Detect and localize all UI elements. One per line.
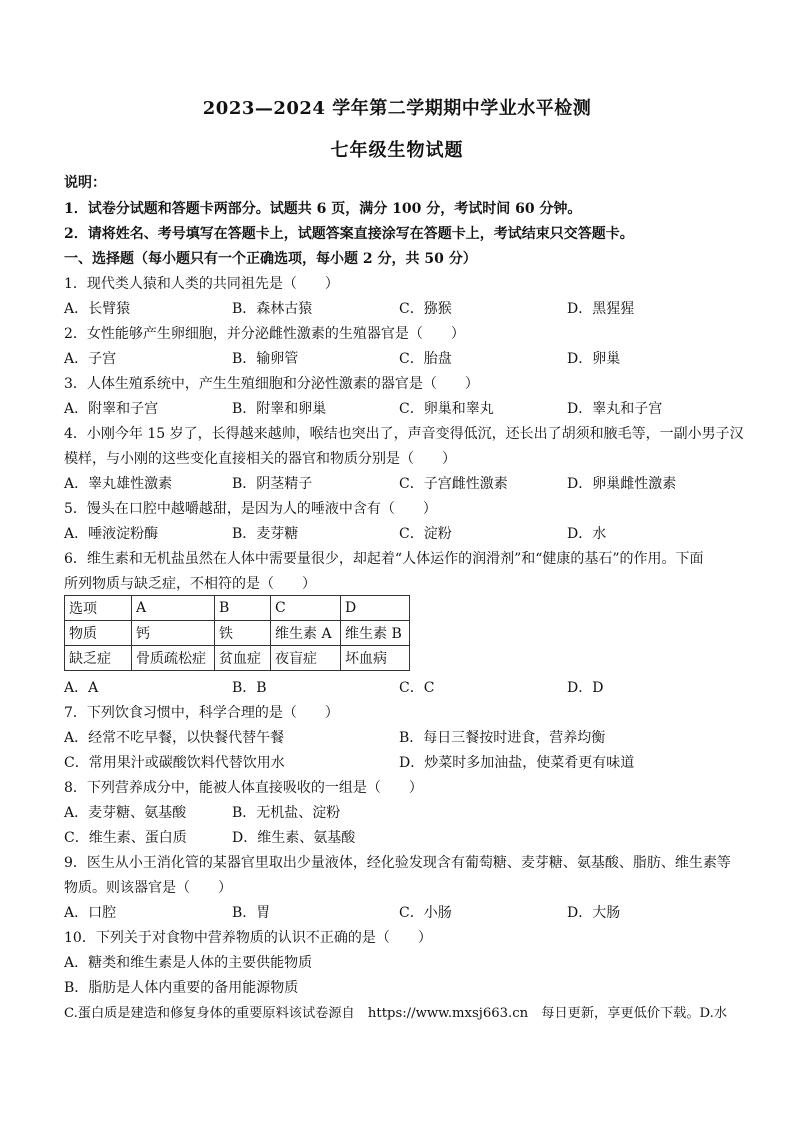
question-stem-continued: 物质。则该器官是（ ） bbox=[64, 880, 232, 896]
option-c: C．胎盘 bbox=[399, 351, 452, 367]
table-cell: 贫血症 bbox=[215, 646, 271, 671]
instruction-item-2: 2．请将姓名、考号填写在答题卡上，试题答案直接涂写在答题卡上，考试结束只交答题卡。 bbox=[64, 226, 634, 242]
question-stem: 6．维生素和无机盐虽然在人体中需要量很少，却起着“人体运作的润滑剂”和“健康的基石”的作用。下面 bbox=[64, 551, 704, 567]
option-b: B．脂肪是人体内重要的备用能源物质 bbox=[64, 980, 299, 996]
table-row bbox=[65, 621, 410, 646]
question-stem: 7．下列饮食习惯中，科学合理的是（ ） bbox=[64, 705, 339, 721]
option-d: D．水 bbox=[567, 526, 607, 542]
table-cell: 夜盲症 bbox=[271, 646, 341, 671]
question-stem-continued: 模样，与小刚的这些变化直接相关的器官和物质分别是（ ） bbox=[64, 451, 456, 467]
option-c: C．卵巢和睾丸 bbox=[399, 401, 494, 417]
table-cell: B bbox=[215, 596, 271, 621]
option-a: A．A bbox=[64, 680, 99, 696]
table-cell: 缺乏症 bbox=[65, 646, 132, 671]
option-c-with-watermark: C.蛋白质是建造和修复身体的重要原料该试卷源自 https://www.mxsj663.cn 每日更新，享更低价下载。D.水 bbox=[64, 1006, 728, 1021]
question-stem: 1．现代类人猿和人类的共同祖先是（ ） bbox=[64, 276, 339, 292]
question-stem-continued: 所列物质与缺乏症，不相符的是（ ） bbox=[64, 576, 316, 592]
table-cell: 物质 bbox=[65, 621, 132, 646]
option-b: B．每日三餐按时进食，营养均衡 bbox=[399, 730, 606, 746]
table-cell: 铁 bbox=[215, 621, 271, 646]
option-a: A．麦芽糖、氨基酸 bbox=[64, 805, 187, 821]
option-b: B．B bbox=[232, 680, 267, 696]
option-b: B．附睾和卵巢 bbox=[232, 401, 327, 417]
exam-subtitle: 七年级生物试题 bbox=[330, 140, 464, 161]
table-cell: A bbox=[132, 596, 215, 621]
option-c: C．维生素、蛋白质 bbox=[64, 830, 187, 846]
option-b: B．无机盐、淀粉 bbox=[232, 805, 341, 821]
option-d: D．炒菜时多加油盐，使菜肴更有味道 bbox=[399, 755, 635, 771]
table-cell: 维生素 A bbox=[271, 621, 341, 646]
question-stem: 4．小刚今年 15 岁了，长得越来越帅，喉结也突出了，声音变得低沉，还长出了胡须和腋毛等，一副小男子汉 bbox=[64, 426, 744, 442]
table-cell: 钙 bbox=[132, 621, 215, 646]
instruction-item-1: 1．试卷分试题和答题卡两部分。试题共 6 页，满分 100 分，考试时间 60 分钟。 bbox=[64, 201, 582, 217]
question-stem: 8．下列营养成分中，能被人体直接吸收的一组是（ ） bbox=[64, 780, 423, 796]
exam-title: 2023—2024 学年第二学期期中学业水平检测 bbox=[202, 98, 592, 119]
table-row bbox=[65, 646, 410, 671]
option-a: A．唾液淀粉酶 bbox=[64, 526, 159, 542]
table-cell: 维生素 B bbox=[341, 621, 410, 646]
option-c: C．子宫雌性激素 bbox=[399, 476, 508, 492]
option-c: C．猕猴 bbox=[399, 301, 452, 317]
table-cell: C bbox=[271, 596, 341, 621]
table-cell: 选项 bbox=[65, 596, 132, 621]
option-a: A．经常不吃早餐，以快餐代替午餐 bbox=[64, 730, 285, 746]
question-stem: 2．女性能够产生卵细胞，并分泌雌性激素的生殖器官是（ ） bbox=[64, 326, 465, 342]
table-cell: D bbox=[341, 596, 410, 621]
option-d: D．卵巢 bbox=[567, 351, 621, 367]
question-stem: 3．人体生殖系统中，产生生殖细胞和分泌性激素的器官是（ ） bbox=[64, 376, 479, 392]
option-b: B．森林古猿 bbox=[232, 301, 313, 317]
option-d: D．睾丸和子宫 bbox=[567, 401, 663, 417]
option-b: B．输卵管 bbox=[232, 351, 299, 367]
option-a: A．口腔 bbox=[64, 905, 117, 921]
option-a: A．子宫 bbox=[64, 351, 117, 367]
instructions-label: 说明： bbox=[64, 175, 106, 191]
option-c: C．淀粉 bbox=[399, 526, 452, 542]
table-cell: 坏血病 bbox=[341, 646, 410, 671]
deficiency-table bbox=[64, 595, 410, 671]
option-b: B．阴茎精子 bbox=[232, 476, 313, 492]
option-d: D．黑猩猩 bbox=[567, 301, 635, 317]
option-d: D．D bbox=[567, 680, 604, 696]
question-stem: 5．馒头在口腔中越嚼越甜，是因为人的唾液中含有（ ） bbox=[64, 501, 437, 517]
section-heading: 一、选择题（每小题只有一个正确选项，每小题 2 分，共 50 分） bbox=[64, 251, 477, 267]
option-a: A．糖类和维生素是人体的主要供能物质 bbox=[64, 955, 313, 971]
option-a: A．睾丸雄性激素 bbox=[64, 476, 173, 492]
question-stem: 10．下列关于对食物中营养物质的认识不正确的是（ ） bbox=[64, 930, 432, 946]
option-d: D．大肠 bbox=[567, 905, 621, 921]
question-stem: 9．医生从小王消化管的某器官里取出少量液体，经化验发现含有葡萄糖、麦芽糖、氨基酸、脂肪、维生素等 bbox=[64, 855, 731, 871]
option-a: A．长臂猿 bbox=[64, 301, 131, 317]
option-d: D．卵巢雌性激素 bbox=[567, 476, 677, 492]
table-cell: 骨质疏松症 bbox=[132, 646, 215, 671]
option-b: B．胃 bbox=[232, 905, 271, 921]
option-a: A．附睾和子宫 bbox=[64, 401, 159, 417]
option-c: C．C bbox=[399, 680, 435, 696]
option-c: C．小肠 bbox=[399, 905, 452, 921]
option-d: D．维生素、氨基酸 bbox=[232, 830, 356, 846]
option-b: B．麦芽糖 bbox=[232, 526, 299, 542]
option-c: C．常用果汁或碳酸饮料代替饮用水 bbox=[64, 755, 285, 771]
table-row bbox=[65, 596, 410, 621]
